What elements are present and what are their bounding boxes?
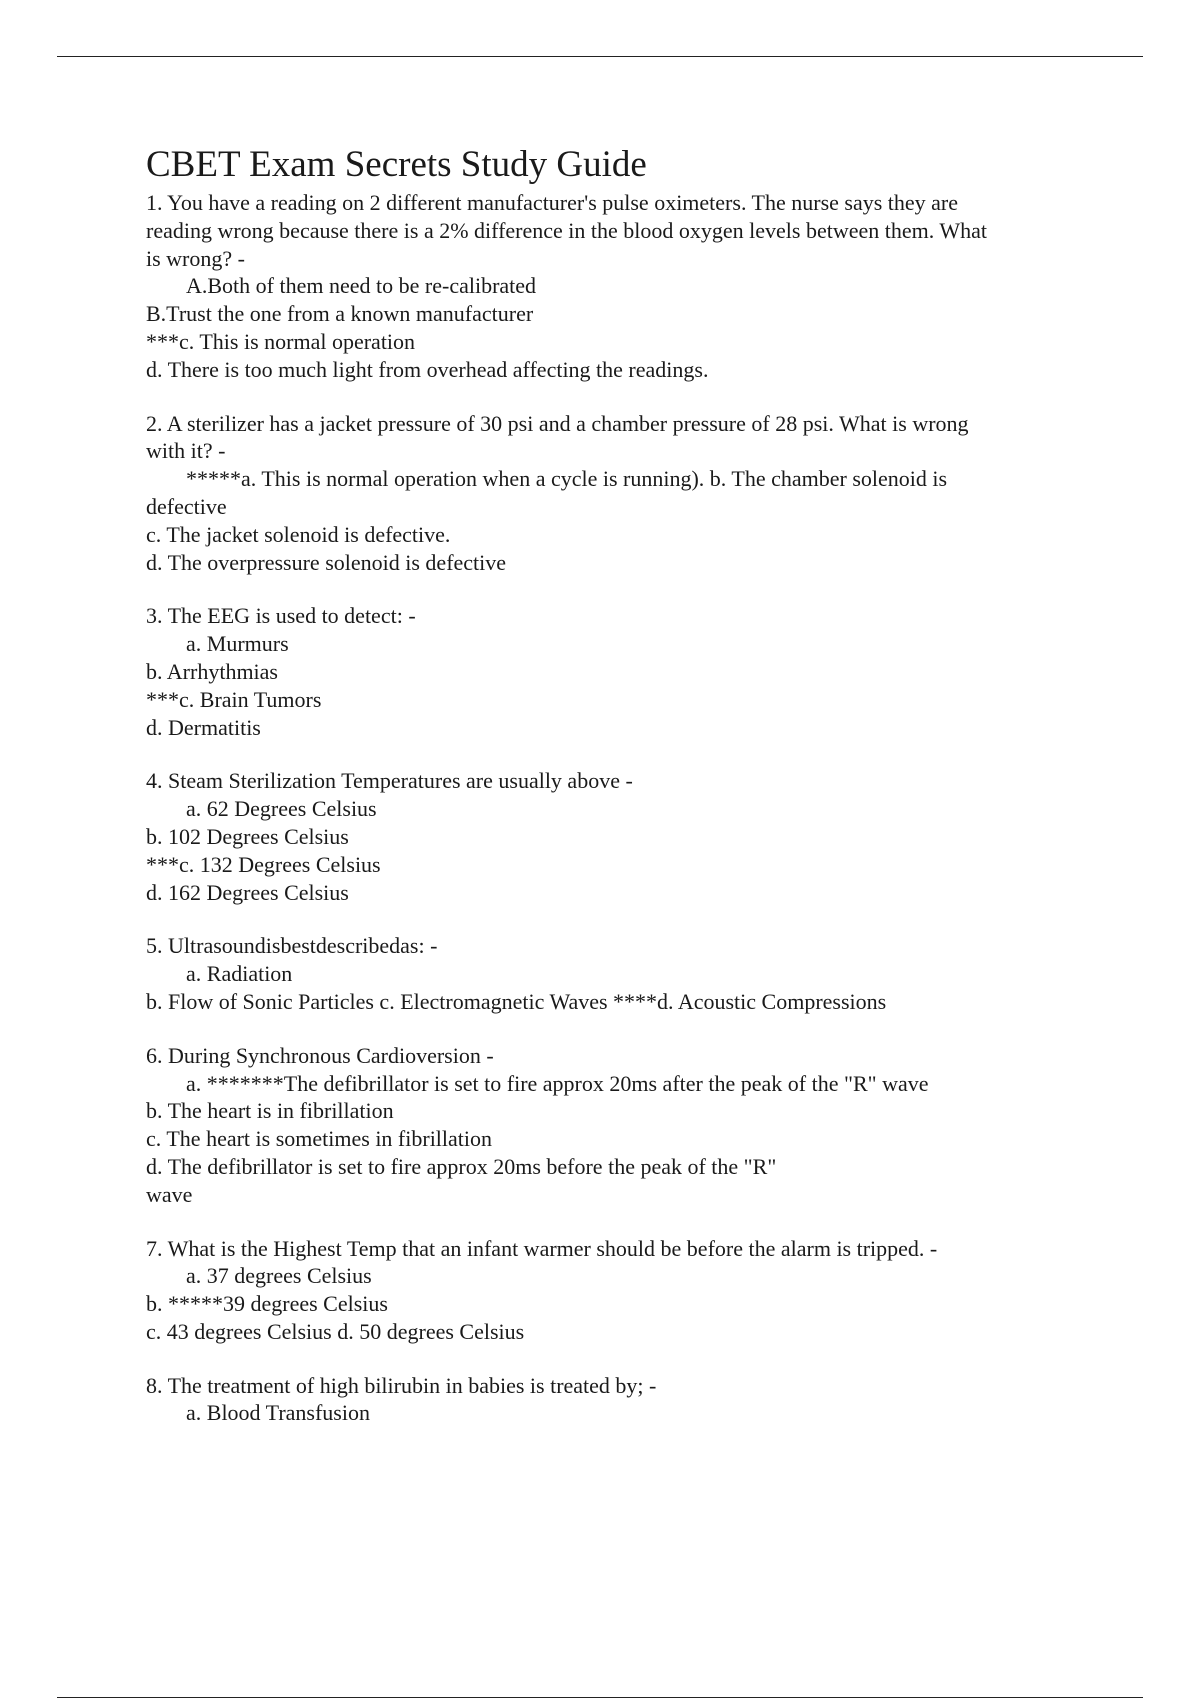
question-line: a. Blood Transfusion: [186, 1400, 370, 1426]
question-line: b. Flow of Sonic Particles c. Electromagnetic Waves ****d. Acoustic Compressions: [146, 988, 887, 1014]
question-line: b. The heart is in fibrillation: [146, 1098, 394, 1124]
question-line: b. 102 Degrees Celsius: [146, 823, 349, 849]
question-line: a. 37 degrees Celsius: [186, 1263, 372, 1289]
question-block: [146, 767, 1086, 906]
question-block: [146, 189, 1086, 384]
question-line: d. The overpressure solenoid is defective: [146, 549, 507, 575]
question-line: ***c. This is normal operation: [146, 328, 416, 354]
question-block: [146, 410, 1086, 577]
question-line: d. Dermatitis: [146, 714, 261, 740]
question-line: wave: [146, 1181, 193, 1207]
question-text: 7. What is the Highest Temp that an infant warmer should be before the alarm is tripped. -: [146, 1235, 938, 1261]
question-line: ***c. 132 Degrees Celsius: [146, 851, 381, 877]
question-line: B.Trust the one from a known manufacturer: [146, 301, 534, 327]
question-line: reading wrong because there is a 2% difference in the blood oxygen levels between them. What: [146, 217, 987, 243]
document-body: [146, 143, 1086, 1453]
question-line: b. *****39 degrees Celsius: [146, 1291, 388, 1317]
question-line: a. Radiation: [186, 961, 293, 987]
question-block: [146, 602, 1086, 741]
question-block: [146, 1042, 1086, 1209]
question-text: 2. A sterilizer has a jacket pressure of 30 psi and a chamber pressure of 28 psi. What is wrong: [146, 410, 969, 436]
question-line: defective: [146, 493, 227, 519]
question-text: 8. The treatment of high bilirubin in babies is treated by; -: [146, 1372, 657, 1398]
question-line: A.Both of them need to be re-calibrated: [186, 273, 537, 299]
document-title: CBET Exam Secrets Study Guide: [146, 144, 647, 185]
top-rule: [57, 56, 1143, 57]
question-line: c. The heart is sometimes in fibrillation: [146, 1126, 493, 1152]
question-block: [146, 1235, 1086, 1346]
bottom-rule: [57, 1697, 1143, 1698]
question-line: d. 162 Degrees Celsius: [146, 879, 349, 905]
question-line: a. *******The defibrillator is set to fire approx 20ms after the peak of the "R" wave: [186, 1070, 929, 1096]
question-text: 4. Steam Sterilization Temperatures are usually above -: [146, 768, 633, 794]
question-line: c. 43 degrees Celsius d. 50 degrees Celsius: [146, 1318, 525, 1344]
question-line: is wrong? -: [146, 245, 245, 271]
question-line: ***c. Brain Tumors: [146, 686, 322, 712]
question-block: [146, 1372, 1086, 1428]
question-list: [146, 189, 1086, 1427]
question-line: d. The defibrillator is set to fire approx 20ms before the peak of the "R": [146, 1153, 777, 1179]
question-block: [146, 932, 1086, 1015]
question-text: 5. Ultrasoundisbestdescribedas: -: [146, 933, 438, 959]
question-text: 1. You have a reading on 2 different manufacturer's pulse oximeters. The nurse says they are: [146, 190, 959, 215]
question-line: b. Arrhythmias: [146, 658, 278, 684]
question-text: 6. During Synchronous Cardioversion -: [146, 1042, 494, 1068]
question-line: d. There is too much light from overhead affecting the readings.: [146, 356, 709, 382]
question-text: 3. The EEG is used to detect: -: [146, 603, 416, 629]
question-line: a. 62 Degrees Celsius: [186, 796, 377, 822]
question-line: c. The jacket solenoid is defective.: [146, 521, 451, 547]
question-line: with it? -: [146, 438, 226, 464]
question-line: a. Murmurs: [186, 631, 289, 657]
question-line: *****a. This is normal operation when a cycle is running). b. The chamber solenoid is: [186, 466, 948, 492]
